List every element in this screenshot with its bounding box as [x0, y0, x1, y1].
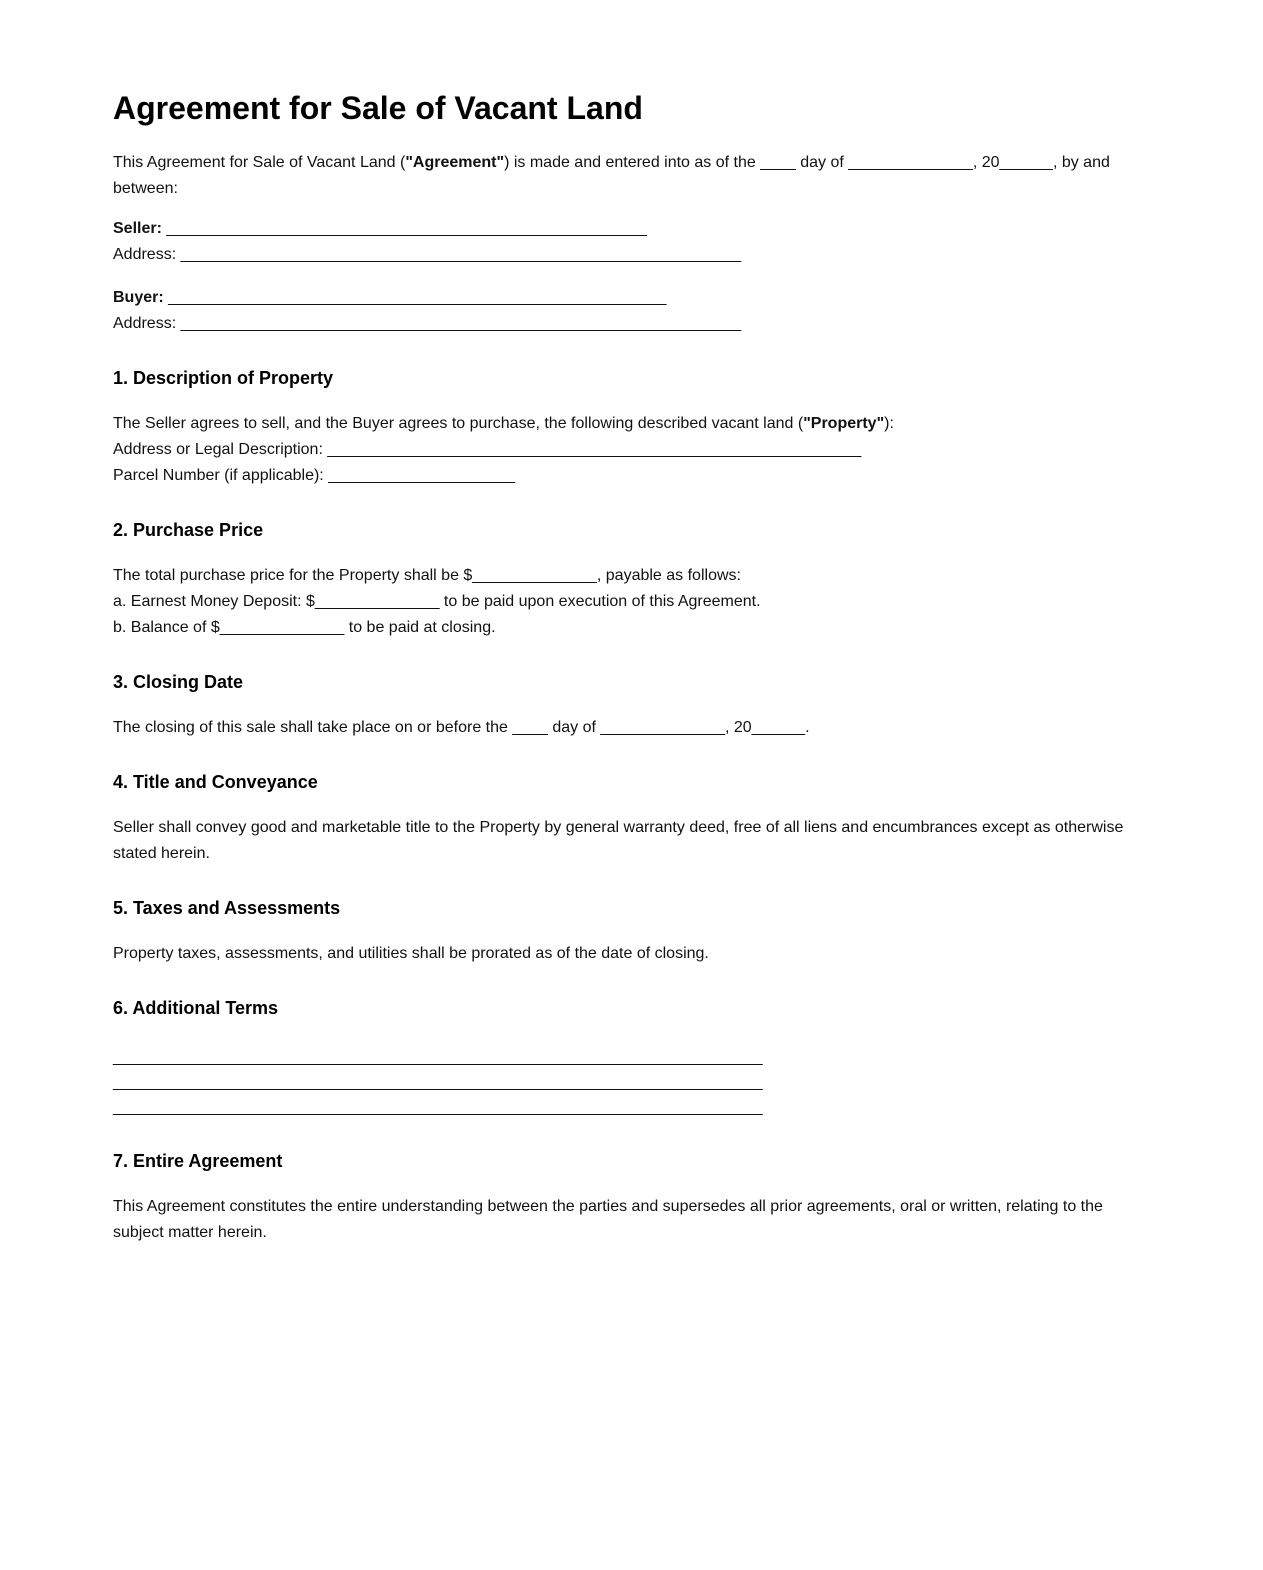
seller-block — [113, 216, 1133, 268]
section-3-body — [113, 715, 1133, 741]
property-defined-term: "Property" — [803, 415, 885, 432]
buyer-address-blank[interactable]: _______________________________________________________________ — [176, 315, 742, 332]
section-7-heading: 7. Entire Agreement — [113, 1151, 283, 1171]
section-6-heading: 6. Additional Terms — [113, 998, 279, 1018]
intro-defined-term: "Agreement" — [405, 154, 505, 171]
section-5-heading: 5. Taxes and Assessments — [113, 898, 341, 918]
section-5-text: Property taxes, assessments, and utilities shall be prorated as of the date of closing. — [113, 945, 709, 962]
document — [113, 88, 1133, 1246]
seller-label: Seller: — [113, 220, 162, 237]
buyer-address-line — [113, 311, 1133, 337]
buyer-name-line — [113, 285, 1133, 311]
intro-text-start: This Agreement for Sale of Vacant Land ( — [113, 154, 406, 171]
seller-name-line — [113, 216, 1133, 242]
section-2-body — [113, 563, 1133, 641]
parcel-number-field[interactable]: Parcel Number (if applicable): _____________________ — [113, 467, 516, 484]
seller-name-blank[interactable]: ______________________________________________________ — [161, 220, 647, 237]
seller-address-label: Address: — [113, 246, 177, 263]
section-7-text: This Agreement constitutes the entire understanding between the parties and supersedes all prior agreements, oral or written, relating to the subject matter herein. — [113, 1198, 1103, 1241]
section-1-line-1 — [113, 411, 1133, 437]
document-title: Agreement for Sale of Vacant Land — [113, 90, 643, 126]
balance-field[interactable]: b. Balance of $______________ to be paid at closing. — [113, 619, 496, 636]
seller-address-blank[interactable]: _______________________________________________________________ — [176, 246, 742, 263]
section-1-line-1-end: ): — [884, 415, 894, 432]
section-1-body — [113, 411, 1133, 489]
additional-terms-blanks — [113, 1045, 1133, 1120]
additional-terms-line-2[interactable]: _________________________________________________________________________ — [113, 1074, 763, 1091]
seller-address-line — [113, 242, 1133, 268]
additional-terms-line-1[interactable]: _________________________________________________________________________ — [113, 1049, 763, 1066]
intro-text-end: ) is made and entered into as of the ____ day of ______________, 20______, by and between: — [113, 154, 1110, 197]
section-1-line-1-start: The Seller agrees to sell, and the Buyer agrees to purchase, the following described vacant land ( — [113, 415, 804, 432]
closing-date-field[interactable]: The closing of this sale shall take place on or before the ____ day of ______________, 20______. — [113, 719, 810, 736]
section-4-text: Seller shall convey good and marketable title to the Property by general warranty deed, free of all liens and encumbrances except as otherwise stated herein. — [113, 819, 1124, 862]
buyer-block — [113, 285, 1133, 337]
section-4-heading: 4. Title and Conveyance — [113, 772, 318, 792]
buyer-name-blank[interactable]: ________________________________________________________ — [163, 289, 667, 306]
intro-paragraph — [113, 150, 1133, 202]
buyer-label: Buyer: — [113, 289, 164, 306]
section-1-heading: 1. Description of Property — [113, 368, 334, 388]
buyer-address-label: Address: — [113, 315, 177, 332]
additional-terms-line-3[interactable]: _________________________________________________________________________ — [113, 1099, 763, 1116]
earnest-money-field[interactable]: a. Earnest Money Deposit: $______________ to be paid upon execution of this Agreement. — [113, 593, 761, 610]
legal-description-field[interactable]: Address or Legal Description: ____________________________________________________________ — [113, 441, 862, 458]
section-2-heading: 2. Purchase Price — [113, 520, 264, 540]
purchase-price-field[interactable]: The total purchase price for the Property shall be $______________, payable as follows: — [113, 567, 741, 584]
section-3-heading: 3. Closing Date — [113, 672, 244, 692]
